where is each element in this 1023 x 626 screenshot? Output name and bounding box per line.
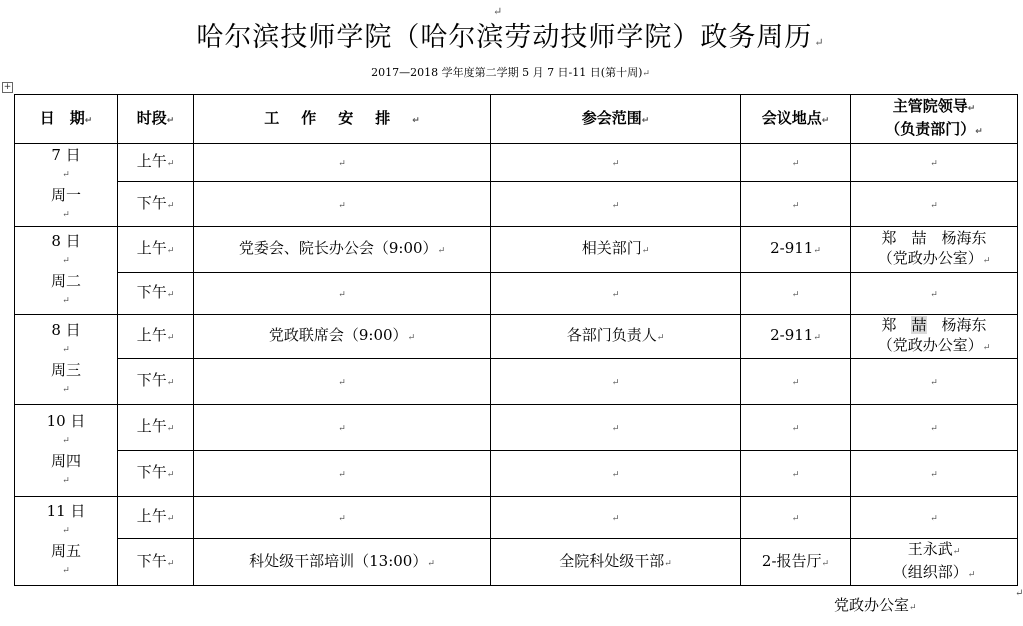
work-cell[interactable]: ↵ [194, 405, 491, 451]
leader-cell[interactable]: ↵ [851, 359, 1018, 405]
period-cell: 上午↵ [118, 227, 194, 273]
leader-cell[interactable]: ↵ [851, 497, 1018, 539]
period-cell: 下午↵ [118, 451, 194, 497]
header-date: 日 期↵ [15, 95, 118, 144]
subtitle-text: 2017—2018 学年度第二学期 5 月 7 日-11 日(第十周) [371, 66, 643, 79]
table-row [15, 182, 1018, 227]
header-period: 时段↵ [118, 95, 194, 144]
header-work: 工作安排↵ [194, 95, 491, 144]
location-cell[interactable]: ↵ [741, 144, 851, 182]
location-cell[interactable]: ↵ [741, 451, 851, 497]
location-cell[interactable]: ↵ [741, 497, 851, 539]
period-cell: 上午↵ [118, 405, 194, 451]
period-cell: 上午↵ [118, 497, 194, 539]
attendees-cell[interactable]: ↵ [491, 405, 741, 451]
work-cell[interactable]: ↵ [194, 359, 491, 405]
location-cell[interactable]: 2-报告厅↵ [741, 539, 851, 586]
attendees-cell[interactable]: 相关部门↵ [491, 227, 741, 273]
attendees-cell[interactable]: 各部门负责人↵ [491, 315, 741, 359]
table-row [15, 273, 1018, 315]
paragraph-mark: ↵ [642, 69, 650, 79]
footer-department: 党政办公室↵ [834, 596, 917, 614]
leader-cell[interactable]: 王永武↵ （组织部）↵ [851, 539, 1018, 586]
attendees-cell[interactable]: ↵ [491, 182, 741, 227]
paragraph-mark: ↵ [493, 5, 503, 18]
table-row [15, 497, 1018, 539]
header-location: 会议地点↵ [741, 95, 851, 144]
date-cell: 7 日 ↵ 周一 ↵ [15, 144, 118, 227]
location-cell[interactable]: ↵ [741, 405, 851, 451]
leader-cell[interactable]: ↵ [851, 405, 1018, 451]
leader-cell[interactable]: 郑 喆 杨海东 （党政办公室）↵ [851, 227, 1018, 273]
work-cell[interactable]: 科处级干部培训（13:00）↵ [194, 539, 491, 586]
attendees-cell[interactable]: ↵ [491, 273, 741, 315]
table-row [15, 405, 1018, 451]
location-cell[interactable]: 2-911↵ [741, 227, 851, 273]
table-row [15, 539, 1018, 586]
date-cell: 11 日 ↵ 周五 ↵ [15, 497, 118, 586]
attendees-cell[interactable]: ↵ [491, 144, 741, 182]
attendees-cell[interactable]: ↵ [491, 451, 741, 497]
period-cell: 下午↵ [118, 539, 194, 586]
header-attendees: 参会范围↵ [491, 95, 741, 144]
table-header-row [15, 95, 1018, 144]
table-move-handle-icon[interactable]: + [3, 82, 12, 92]
leader-cell[interactable]: ↵ [851, 273, 1018, 315]
work-cell[interactable]: 党政联席会（9:00）↵ [194, 315, 491, 359]
title-text: 哈尔滨技师学院（哈尔滨劳动技师学院）政务周历 [196, 22, 813, 53]
location-cell[interactable]: ↵ [741, 273, 851, 315]
work-cell[interactable]: 党委会、院长办公会（9:00）↵ [194, 227, 491, 273]
table-row [15, 451, 1018, 497]
period-cell: 下午↵ [118, 359, 194, 405]
date-cell: 8 日 ↵ 周三 ↵ [15, 315, 118, 405]
date-cell: 8 日 ↵ 周二 ↵ [15, 227, 118, 315]
location-cell[interactable]: ↵ [741, 182, 851, 227]
paragraph-mark: ↵ [1015, 588, 1023, 599]
location-cell[interactable]: ↵ [741, 359, 851, 405]
document-subtitle [0, 66, 1021, 81]
work-cell[interactable]: ↵ [194, 273, 491, 315]
work-cell[interactable]: ↵ [194, 497, 491, 539]
location-cell[interactable]: 2-911↵ [741, 315, 851, 359]
table-row [15, 227, 1018, 273]
schedule-table [14, 94, 1018, 586]
highlighted-text: 喆 [911, 316, 927, 334]
paragraph-mark: ↵ [814, 36, 825, 49]
period-cell: 上午↵ [118, 144, 194, 182]
period-cell: 下午↵ [118, 273, 194, 315]
date-cell: 10 日 ↵ 周四 ↵ [15, 405, 118, 497]
table-row [15, 359, 1018, 405]
leader-cell[interactable]: ↵ [851, 451, 1018, 497]
work-cell[interactable]: ↵ [194, 144, 491, 182]
table-row [15, 144, 1018, 182]
leader-cell[interactable]: ↵ [851, 182, 1018, 227]
header-leader: 主管院领导↵ （负责部门）↵ [851, 95, 1018, 144]
leader-cell[interactable]: 郑 喆 杨海东 （党政办公室）↵ [851, 315, 1018, 359]
work-cell[interactable]: ↵ [194, 182, 491, 227]
attendees-cell[interactable]: ↵ [491, 359, 741, 405]
period-cell: 上午↵ [118, 315, 194, 359]
attendees-cell[interactable]: ↵ [491, 497, 741, 539]
document-title [0, 18, 1021, 63]
work-cell[interactable]: ↵ [194, 451, 491, 497]
period-cell: 下午↵ [118, 182, 194, 227]
table-row [15, 315, 1018, 359]
leader-cell[interactable]: ↵ [851, 144, 1018, 182]
attendees-cell[interactable]: 全院科处级干部↵ [491, 539, 741, 586]
